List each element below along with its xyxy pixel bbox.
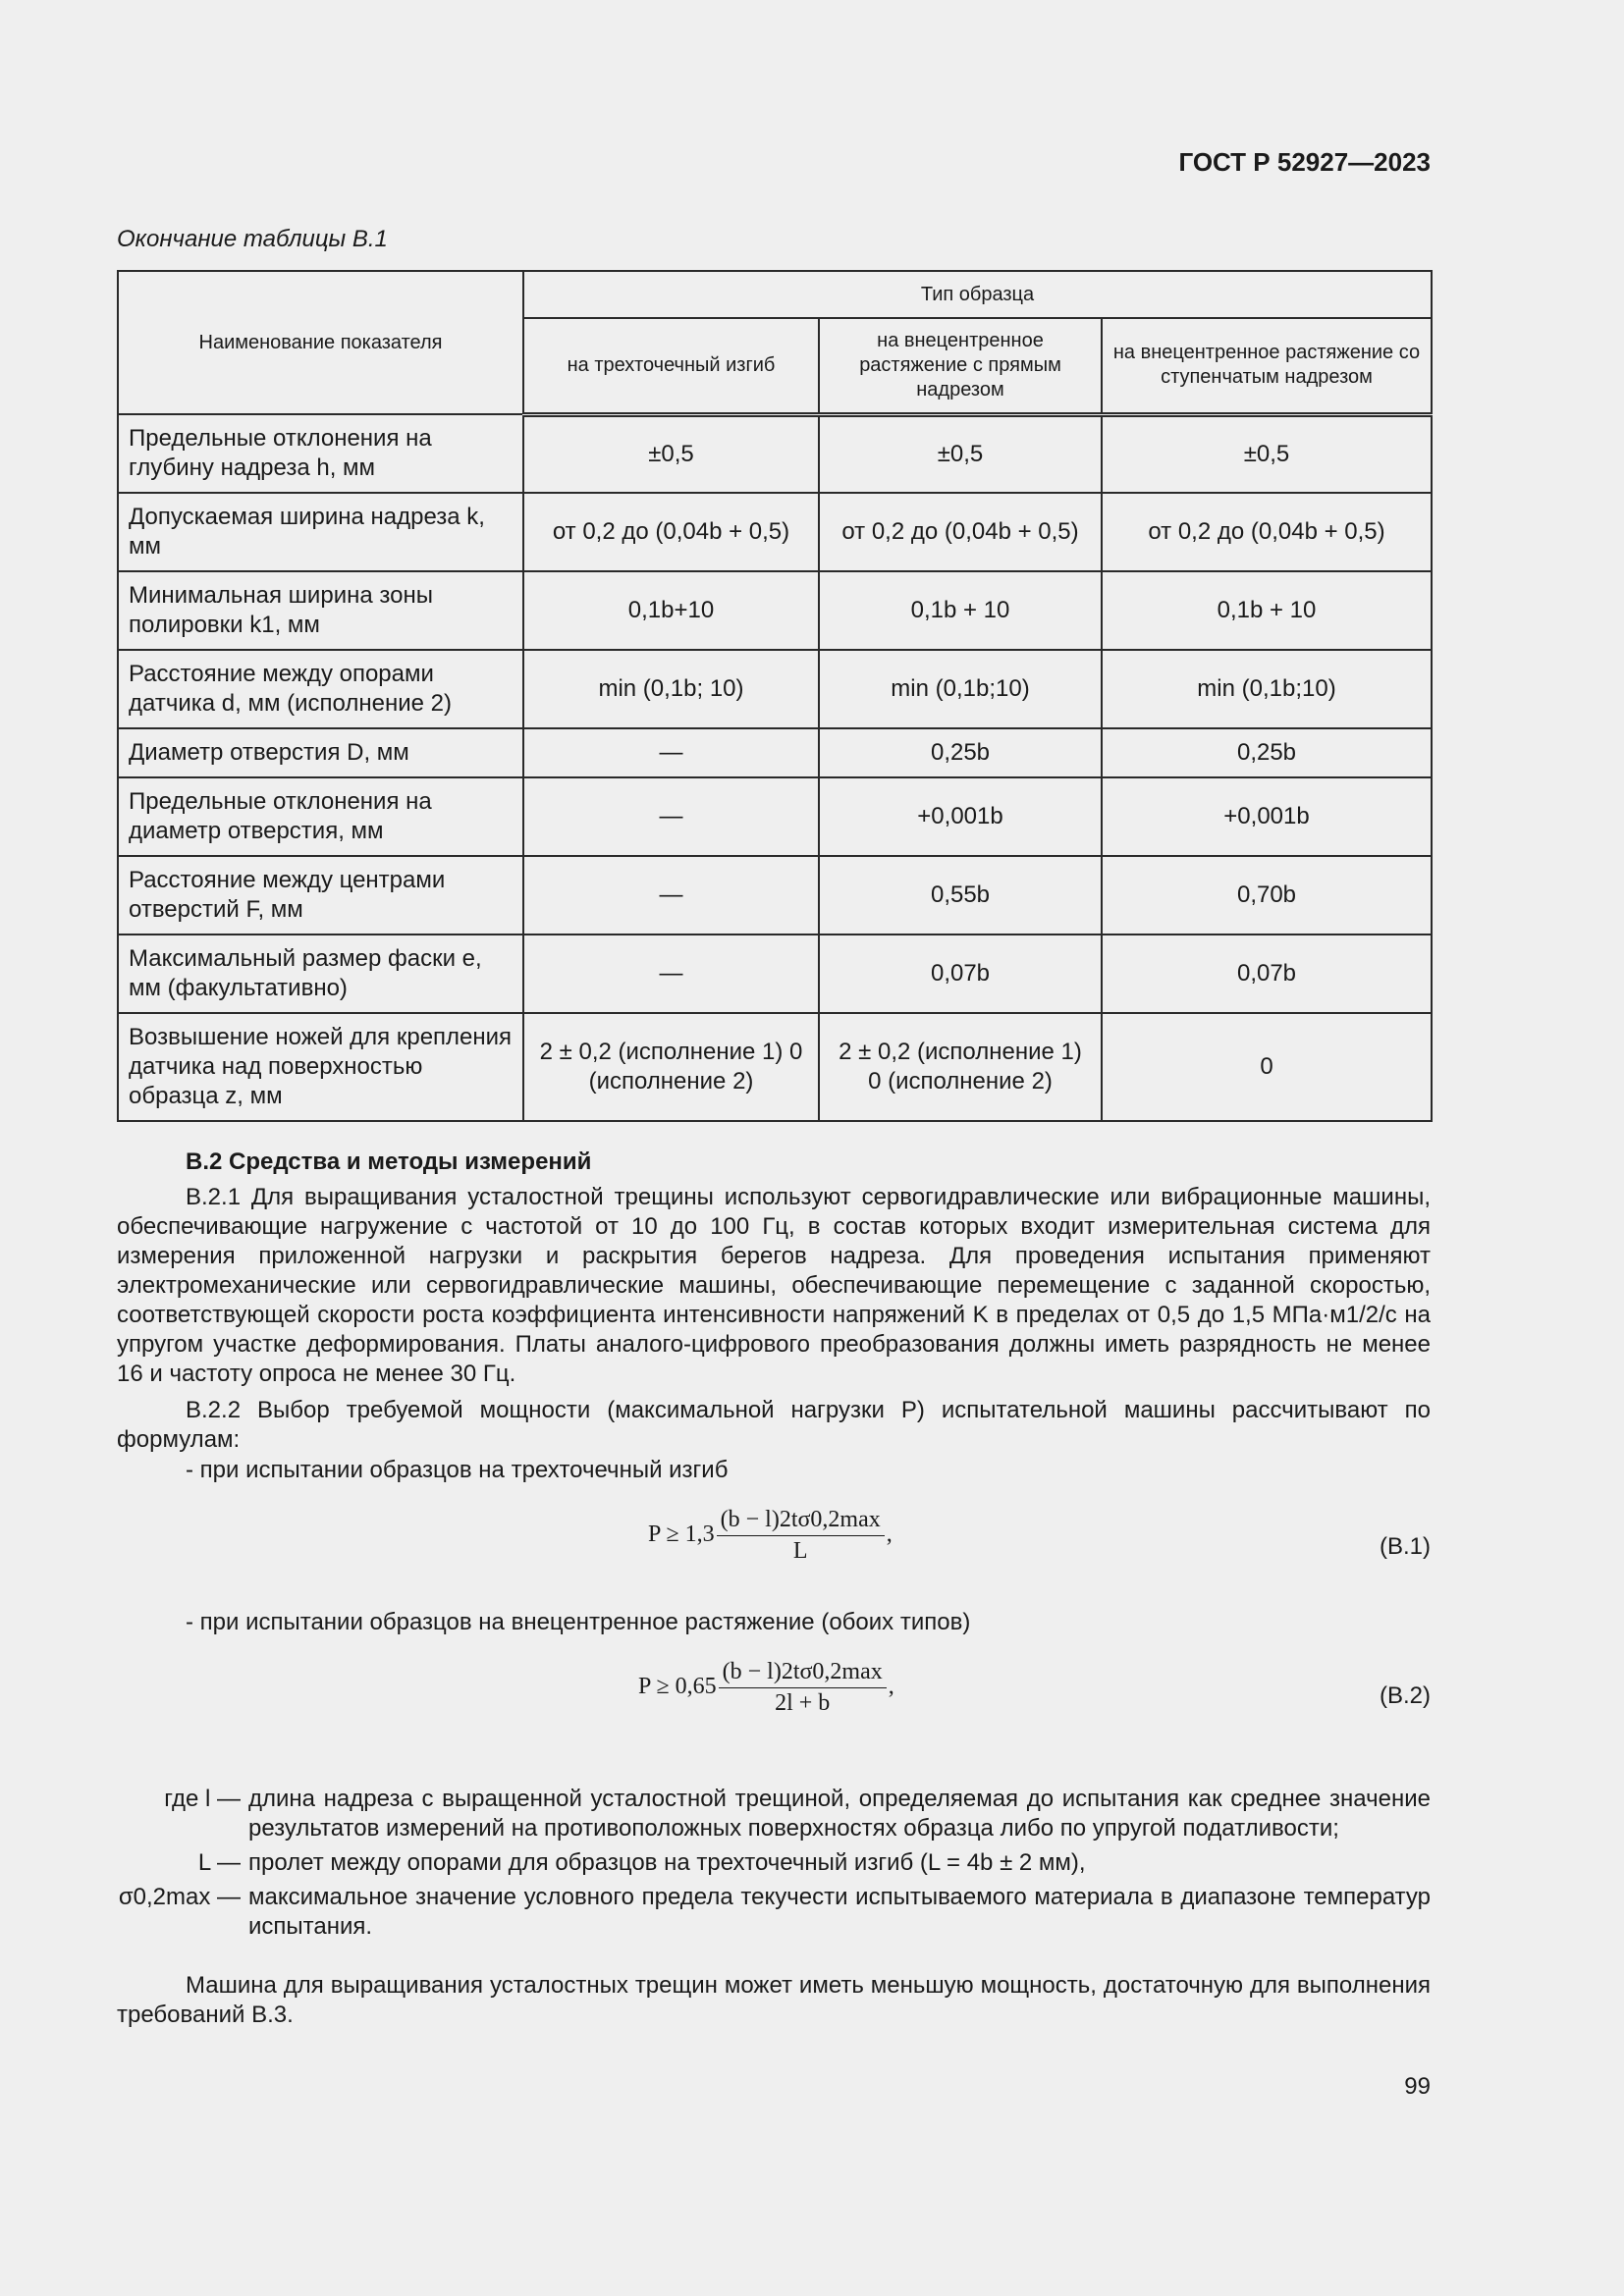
definition-text: длина надреза с выращенной усталостной трещиной, определяемая до испытания как среднее значение результатов измерений на противоположных поверхностях образца либо по упругой податливости;: [248, 1786, 1431, 1842]
row-value: 0,1b+10: [523, 571, 819, 650]
header-type-stepped-notch: на внецентренное растяжение со ступенчатым надрезом: [1102, 318, 1432, 414]
row-value: 0,55b: [819, 856, 1102, 934]
table-row: [118, 728, 1432, 777]
row-value: 0,1b + 10: [1102, 571, 1432, 650]
row-value: 0: [1102, 1013, 1432, 1121]
row-name: Возвышение ножей для крепления датчика над поверхностью образца z, мм: [118, 1013, 523, 1121]
row-value: ±0,5: [523, 414, 819, 493]
table-row: [118, 414, 1432, 493]
row-value: от 0,2 до (0,04b + 0,5): [819, 493, 1102, 571]
row-value: 0,1b + 10: [819, 571, 1102, 650]
row-value: —: [523, 934, 819, 1013]
row-value: —: [523, 856, 819, 934]
table-row: [118, 1013, 1432, 1121]
row-name: Диаметр отверстия D, мм: [118, 728, 523, 777]
formula-b2-denominator: 2l + b: [775, 1690, 831, 1716]
row-value: +0,001b: [1102, 777, 1432, 856]
definition-l: [117, 1785, 1431, 1845]
formula-b1-lhs: P ≥ 1,3: [648, 1522, 715, 1548]
row-value: 0,07b: [1102, 934, 1432, 1013]
row-value: 2 ± 0,2 (исполнение 1) 0 (исполнение 2): [819, 1013, 1102, 1121]
bullet-three-point-bend: - при испытании образцов на трехточечный изгиб: [186, 1457, 729, 1483]
row-name: Предельные отклонения на глубину надреза h, мм: [118, 414, 523, 493]
row-value: min (0,1b;10): [819, 650, 1102, 728]
formula-b1: P ≥ 1,3 $\frac{(b - l)2t\sigma 0,2\max}{L}$ ,: [648, 1507, 893, 1564]
definition-sigma: [117, 1883, 1431, 1944]
row-value: 0,70b: [1102, 856, 1432, 934]
formula-b2-numerator: (b − l)2tσ0,2max: [719, 1659, 887, 1688]
row-name: Максимальный размер фаски e, мм (факультативно): [118, 934, 523, 1013]
formula-b1-numerator: (b − l)2tσ0,2max: [717, 1507, 885, 1536]
definition-symbol: где l —: [164, 1786, 241, 1812]
table-row: [118, 493, 1432, 571]
header-specimen-type: Тип образца: [523, 271, 1432, 318]
row-value: от 0,2 до (0,04b + 0,5): [1102, 493, 1432, 571]
formula-b1-denominator: L: [792, 1538, 808, 1564]
definition-symbol: σ0,2max —: [118, 1884, 241, 1910]
table-row: [118, 571, 1432, 650]
bullet-eccentric-tension: - при испытании образцов на внецентренное растяжение (обоих типов): [186, 1609, 971, 1635]
section-title: В.2 Средства и методы измерений: [186, 1148, 592, 1175]
row-value: 0,07b: [819, 934, 1102, 1013]
definition-text: максимальное значение условного предела текучести испытываемого материала в диапазоне температур испытания.: [248, 1884, 1431, 1940]
row-name: Минимальная ширина зоны полировки k1, мм: [118, 571, 523, 650]
row-value: от 0,2 до (0,04b + 0,5): [523, 493, 819, 571]
row-value: 0,25b: [1102, 728, 1432, 777]
page-number: 99: [1404, 2073, 1431, 2100]
table-caption: Окончание таблицы В.1: [117, 226, 388, 252]
definition-text: пролет между опорами для образцов на трехточечный изгиб (L = 4b ± 2 мм),: [248, 1849, 1086, 1876]
paragraph-b22: В.2.2 Выбор требуемой мощности (максимальной нагрузки P) испытательной машины рассчитывают по формулам:: [117, 1397, 1431, 1453]
header-type-straight-notch: на внецентренное растяжение с прямым надрезом: [819, 318, 1102, 414]
row-value: ±0,5: [819, 414, 1102, 493]
row-name: Расстояние между центрами отверстий F, мм: [118, 856, 523, 934]
formula-b2: P ≥ 0,65 $\frac{(b - l)2t\sigma 0,2\max}{2l + b}$ ,: [638, 1659, 894, 1716]
table-row: [118, 856, 1432, 934]
row-value: 0,25b: [819, 728, 1102, 777]
table-row: [118, 650, 1432, 728]
row-value: min (0,1b; 10): [523, 650, 819, 728]
row-name: Предельные отклонения на диаметр отверстия, мм: [118, 777, 523, 856]
paragraph-machine-capacity: Машина для выращивания усталостных трещин может иметь меньшую мощность, достаточную для выполнения требований В.3.: [117, 1972, 1431, 2028]
document-header: ГОСТ Р 52927—2023: [1178, 147, 1431, 177]
specimen-parameters-table: [117, 270, 1433, 1122]
definition-L: [117, 1848, 1431, 1880]
definition-symbol: L —: [197, 1849, 241, 1876]
paragraph-b21: В.2.1 Для выращивания усталостной трещины используют сервогидравлические или вибрационные машины, обеспечивающие нагружение с частотой от 10 до 100 Гц, в состав которых входит измерительная система для измерения приложенной нагрузки и раскрытия берегов надреза. Для проведения испытания применяют электромеханические или сервогидравлические машины, обеспечивающие перемещение с заданной скоростью, соответствующей скорости роста коэффициента интенсивности напряжений K в пределах от 0,5 до 1,5 МПа·м1/2/с на упругом участке деформирования. Платы аналого-цифрового преобразования должны иметь разрядность не менее 16 и частоту опроса не менее 30 Гц.: [117, 1184, 1431, 1387]
row-name: Расстояние между опорами датчика d, мм (исполнение 2): [118, 650, 523, 728]
equation-number-b1: (В.1): [1379, 1533, 1431, 1560]
row-value: 2 ± 0,2 (исполнение 1) 0 (исполнение 2): [523, 1013, 819, 1121]
row-value: —: [523, 777, 819, 856]
row-value: +0,001b: [819, 777, 1102, 856]
equation-number-b2: (В.2): [1379, 1682, 1431, 1709]
table-row: [118, 934, 1432, 1013]
row-value: ±0,5: [1102, 414, 1432, 493]
row-name: Допускаемая ширина надреза k, мм: [118, 493, 523, 571]
formula-b2-lhs: P ≥ 0,65: [638, 1674, 717, 1700]
header-name-column: Наименование показателя: [118, 271, 523, 414]
row-value: min (0,1b;10): [1102, 650, 1432, 728]
table-row: [118, 777, 1432, 856]
row-value: —: [523, 728, 819, 777]
header-type-bend: на трехточечный изгиб: [523, 318, 819, 414]
